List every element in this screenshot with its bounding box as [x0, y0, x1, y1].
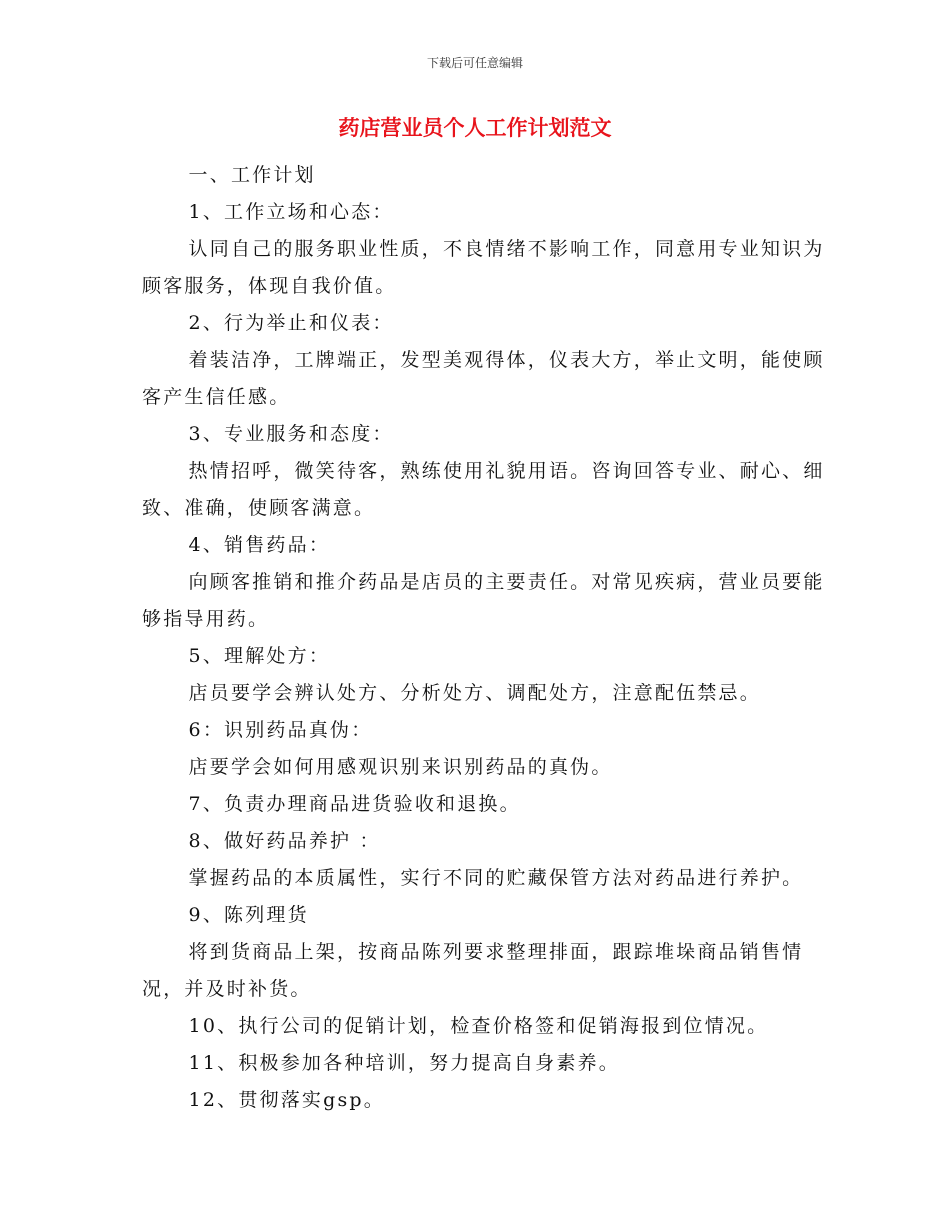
item-heading-12: 12、贯彻落实gsp。 — [188, 1089, 385, 1111]
item-heading-3: 3、专业服务和态度： — [188, 423, 394, 445]
item-text-3: 热情招呼，微笑待客，熟练使用礼貌用语。咨询回答专业、耐心、细致、准确，使顾客满意。 — [142, 460, 825, 519]
document-body — [142, 157, 832, 1119]
item-text-9: 将到货商品上架，按商品陈列要求整理排面，跟踪堆垛商品销售情况，并及时补货。 — [142, 941, 804, 1000]
item-text-5: 店员要学会辨认处方、分析处方、调配处方，注意配伍禁忌。 — [188, 682, 761, 704]
item-heading-9: 9、陈列理货 — [188, 904, 309, 926]
item-text-8: 掌握药品的本质属性，实行不同的贮藏保管方法对药品进行养护。 — [188, 867, 804, 889]
item-heading-2: 2、行为举止和仪表： — [188, 312, 394, 334]
item-text-6: 店要学会如何用感观识别来识别药品的真伪。 — [188, 756, 613, 778]
section-heading-work-plan: 一、工作计划 — [188, 164, 316, 186]
item-text-4: 向顾客推销和推介药品是店员的主要责任。对常见疾病，营业员要能够指导用药。 — [142, 571, 825, 630]
item-heading-11: 11、积极参加各种培训，努力提高自身素养。 — [188, 1052, 620, 1074]
item-text-2: 着装洁净，工牌端正，发型美观得体，仪表大方，举止文明，能使顾客产生信任感。 — [142, 349, 825, 408]
item-heading-6: 6：识别药品真伪： — [188, 719, 373, 741]
item-heading-7: 7、负责办理商品进货验收和退换。 — [188, 793, 521, 815]
item-heading-4: 4、销售药品： — [188, 534, 331, 556]
item-heading-8: 8、做好药品养护 ： — [188, 830, 381, 852]
item-heading-5: 5、理解处方： — [188, 645, 331, 667]
item-text-1: 认同自己的服务职业性质，不良情绪不影响工作，同意用专业知识为顾客服务，体现自我价值。 — [142, 238, 825, 297]
item-heading-1: 1、工作立场和心态： — [188, 201, 394, 223]
item-heading-10: 10、执行公司的促销计划，检查价格签和促销海报到位情况。 — [188, 1015, 769, 1037]
document-title: 药店营业员个人工作计划范文 — [338, 116, 612, 140]
header-note: 下载后可任意编辑 — [426, 56, 523, 70]
